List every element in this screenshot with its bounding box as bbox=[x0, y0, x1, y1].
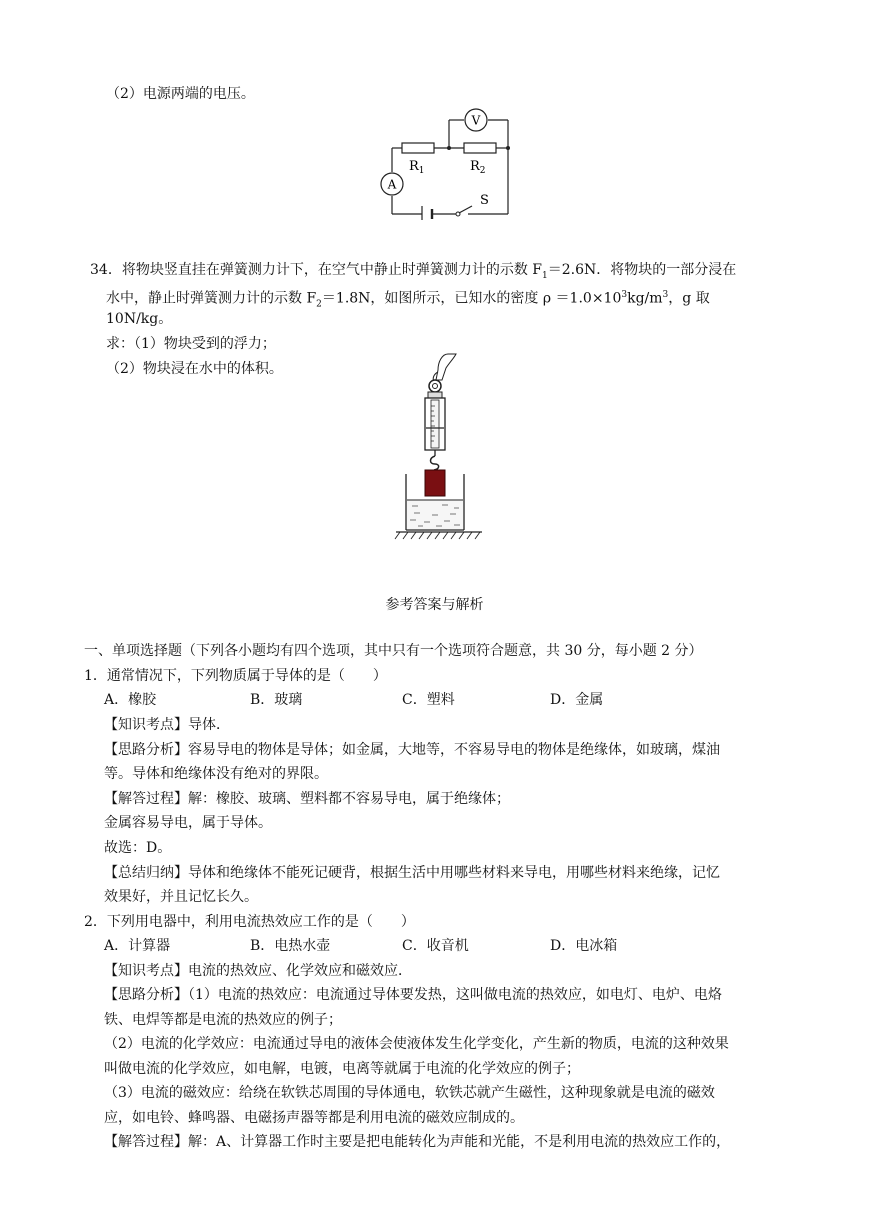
q34-line3: 10N/kg。 bbox=[106, 311, 173, 327]
block bbox=[425, 470, 445, 496]
q1-choice: 故选：D。 bbox=[104, 840, 172, 856]
q1-analysis-1: 【思路分析】容易导电的物体是导体；如金属，大地等，不容易导电的物体是绝缘体，如玻璃，煤油 bbox=[104, 742, 720, 758]
q34-ask2: （2）物块浸在水中的体积。 bbox=[106, 361, 283, 377]
q34-line2: 水中，静止时弹簧测力计的示数 $F_2=1.8N$，如图所示，已知水的密度 $\rho =1.0\times 10^3kg/m^3$，g 取 bbox=[106, 290, 710, 310]
r1-label: $R_1$ bbox=[409, 159, 425, 176]
q1-summary-2: 效果好，并且记忆长久。 bbox=[104, 889, 258, 905]
q2-analysis-5: （3）电流的磁效应：给绕在软铁芯周围的导体通电，软铁芯就产生磁性，这种现象就是电流的磁效 bbox=[104, 1085, 715, 1101]
q1-option-b: B．玻璃 bbox=[250, 692, 303, 708]
answers-heading: 参考答案与解析 bbox=[385, 597, 484, 613]
q2-analysis-2: 铁、电焊等都是电流的热效应的例子； bbox=[104, 1012, 342, 1028]
q2-analysis-1: 【思路分析】（1）电流的热效应：电流通过导体要发热，这叫做电流的热效应，如电灯、电炉、电烙 bbox=[104, 987, 722, 1003]
q2-option-c: C．收音机 bbox=[402, 938, 469, 954]
q2-knowledge: 【知识考点】电流的热效应、化学效应和磁效应． bbox=[104, 963, 412, 979]
ammeter-label: A bbox=[387, 177, 397, 192]
q2-option-d: D．电冰箱 bbox=[550, 938, 618, 954]
resistor-r2 bbox=[464, 143, 496, 153]
q2-process-1: 【解答过程】解：A、计算器工作时主要是把电能转化为声能和光能，不是利用电流的热效应工作的， bbox=[104, 1134, 731, 1150]
q2-option-b: B．电热水壶 bbox=[250, 938, 331, 954]
q1-option-a: A．橡胶 bbox=[104, 692, 157, 708]
circuit-diagram bbox=[372, 108, 522, 220]
q1-stem: 1．通常情况下，下列物质属于导体的是（ ） bbox=[84, 668, 387, 684]
q2-analysis-6: 应，如电铃、蜂鸣器、电磁扬声器等都是利用电流的磁效应制成的。 bbox=[104, 1110, 524, 1126]
q1-option-d: D．金属 bbox=[550, 692, 604, 708]
section-1-title: 一、单项选择题（下列各小题均有四个选项，其中只有一个选项符合题意，共 30 分，每小题 2 分） bbox=[84, 643, 703, 659]
q34-line1: 34．将物块竖直挂在弹簧测力计下，在空气中静止时弹簧测力计的示数 $F_1=2.6N$．将物块的一部分浸在 bbox=[90, 262, 737, 281]
q1-knowledge: 【知识考点】导体． bbox=[104, 717, 230, 733]
q1-analysis-2: 等。导体和绝缘体没有绝对的界限。 bbox=[104, 766, 328, 782]
q1-process-2: 金属容易导电，属于导体。 bbox=[104, 815, 272, 831]
voltmeter-label: V bbox=[471, 113, 481, 128]
q2-analysis-4: 叫做电流的化学效应，如电解，电镀，电离等就属于电流的化学效应的例子； bbox=[104, 1061, 580, 1077]
r2-label: $R_2$ bbox=[470, 159, 486, 176]
q2-stem: 2．下列用电器中，利用电流热效应工作的是（ ） bbox=[84, 914, 415, 930]
q2-option-a: A．计算器 bbox=[104, 938, 171, 954]
q34-ask1: 求：（1）物块受到的浮力； bbox=[106, 336, 276, 352]
switch-label: S bbox=[480, 193, 489, 208]
q33-part2: （2）电源两端的电压。 bbox=[106, 86, 255, 102]
q1-option-c: C．塑料 bbox=[402, 692, 455, 708]
switch-symbol bbox=[459, 206, 472, 213]
q1-process-1: 【解答过程】解：橡胶、玻璃、塑料都不容易导电，属于绝缘体； bbox=[104, 791, 510, 807]
resistor-r1 bbox=[402, 143, 434, 153]
q2-analysis-3: （2）电流的化学效应：电流通过导电的液体会使液体发生化学变化，产生新的物质，电流的这种效果 bbox=[104, 1036, 729, 1052]
spring-scale-diagram bbox=[392, 352, 486, 542]
q1-summary-1: 【总结归纳】导体和绝缘体不能死记硬背，根据生活中用哪些材料来导电，用哪些材料来绝缘，记忆 bbox=[104, 865, 720, 881]
